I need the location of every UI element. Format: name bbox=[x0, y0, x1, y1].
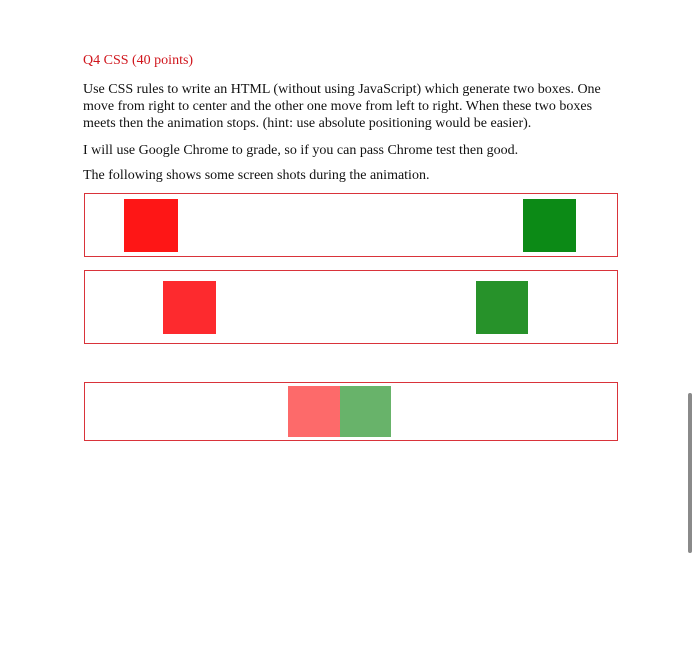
animation-frame-1 bbox=[84, 193, 618, 257]
red-box bbox=[124, 199, 178, 252]
animation-frame-2 bbox=[84, 270, 618, 344]
animation-frame-3 bbox=[84, 382, 618, 441]
green-box bbox=[476, 281, 528, 334]
red-box bbox=[163, 281, 216, 334]
question-instructions: Use CSS rules to write an HTML (without using JavaScript) which generate two boxes. One move from right to center and the other one move from left to right. When these two boxes meets then the animation stops. (hint: use absolute positioning would be easier). bbox=[83, 82, 601, 131]
vertical-scrollbar[interactable] bbox=[688, 393, 692, 553]
grading-note: I will use Google Chrome to grade, so if you can pass Chrome test then good. bbox=[83, 143, 519, 158]
screenshots-intro: The following shows some screen shots during the animation. bbox=[83, 168, 430, 183]
green-box bbox=[523, 199, 576, 252]
question-heading: Q4 CSS (40 points) bbox=[83, 53, 194, 68]
green-box bbox=[340, 386, 391, 437]
red-box bbox=[288, 386, 340, 437]
